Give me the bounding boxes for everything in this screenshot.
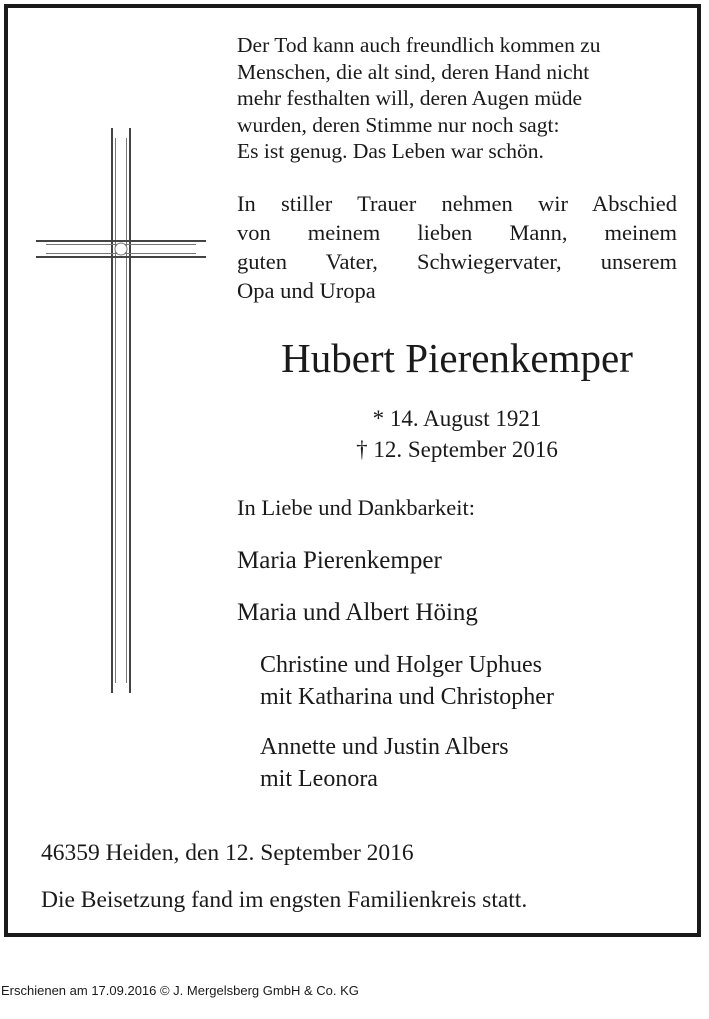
poem-line: Es ist genug. Das Leben war schön. xyxy=(237,139,544,163)
notice-frame xyxy=(4,4,701,937)
cross-icon xyxy=(36,128,206,693)
birth-date: * 14. August 1921 xyxy=(372,406,542,431)
family-line: Annette und Justin Albers xyxy=(260,734,509,760)
publication-footer: Erschienen am 17.09.2016 © J. Mergelsberg GmbH & Co. KG xyxy=(1,983,359,998)
burial-note: Die Beisetzung fand im engsten Familienkreis statt. xyxy=(41,887,528,913)
family-line: mit Leonora xyxy=(260,766,378,792)
intro-line: In stiller Trauer nehmen wir Abschied xyxy=(237,191,677,216)
poem-line: Menschen, die alt sind, deren Hand nicht xyxy=(237,59,590,84)
intro-line: Opa und Uropa xyxy=(237,278,376,303)
family-line: Christine und Holger Uphues xyxy=(260,652,542,678)
intro-line: von meinem lieben Mann, meinem xyxy=(237,220,677,245)
poem-line: Der Tod kann auch freundlich kommen zu xyxy=(237,33,601,57)
poem xyxy=(237,32,600,165)
intro-line: guten Vater, Schwiegervater, unserem xyxy=(237,249,677,274)
family-line: mit Katharina und Christopher xyxy=(260,684,554,710)
place-date: 46359 Heiden, den 12. September 2016 xyxy=(41,840,414,866)
death-date: † 12. September 2016 xyxy=(356,437,558,462)
poem-line: wurden, deren Stimme nur noch sagt: xyxy=(237,112,560,137)
poem-line: mehr festhalten will, deren Augen müde xyxy=(237,86,583,110)
dankbarkeit-heading: In Liebe und Dankbarkeit: xyxy=(237,495,476,520)
family-couple: Maria und Albert Höing xyxy=(237,599,478,626)
mourning-intro xyxy=(237,189,677,305)
life-dates xyxy=(237,403,677,465)
deceased-name: Hubert Pierenkemper xyxy=(281,335,633,381)
family-group-1 xyxy=(260,649,554,713)
family-wife: Maria Pierenkemper xyxy=(237,547,442,574)
family-group-2 xyxy=(260,731,509,795)
